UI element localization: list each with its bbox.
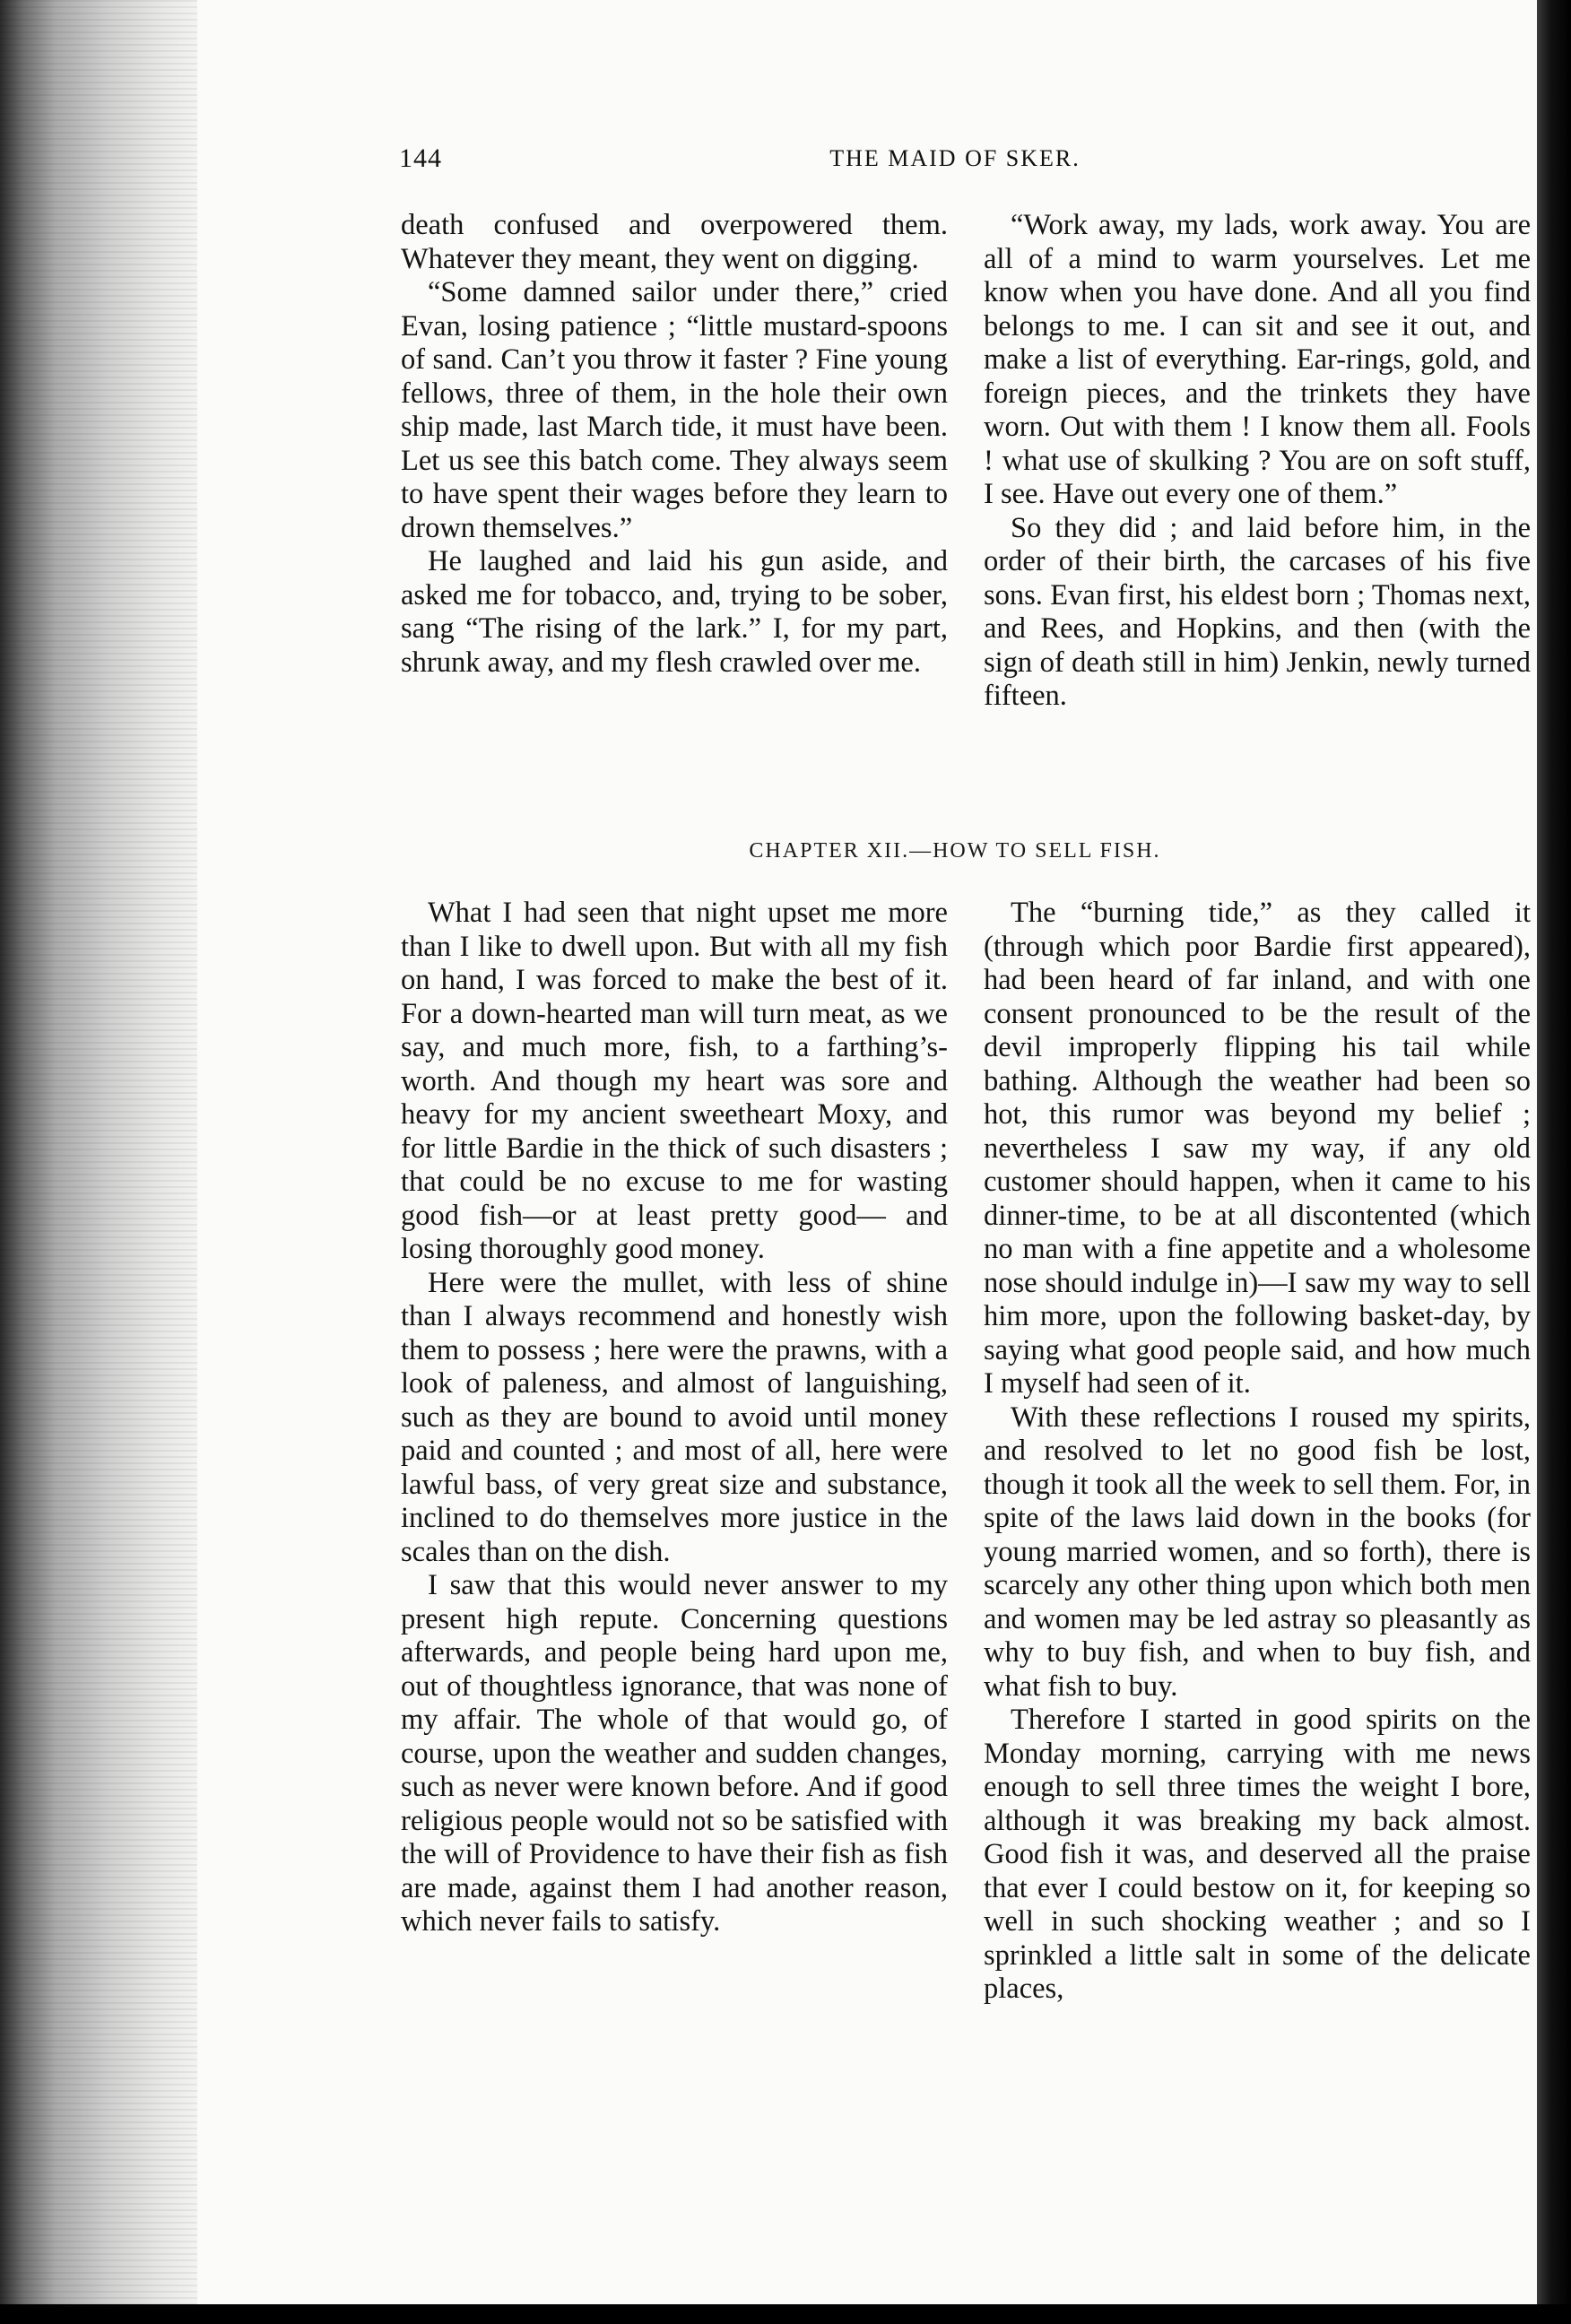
paragraph: death confused and overpowered them. Whatever they meant, they went on digging. xyxy=(401,209,948,275)
page-number: 144 xyxy=(399,143,442,173)
top-left-column xyxy=(401,209,948,680)
bottom-right-column xyxy=(984,897,1531,2007)
paragraph: He laughed and laid his gun aside, and asked me for tobacco, and, trying to be sober, sang “The rising of the lark.” I, for my part, shrunk away, and my flesh crawled over me. xyxy=(401,545,948,679)
running-title: THE MAID OF SKER. xyxy=(829,145,1081,171)
paragraph: So they did ; and laid before him, in the order of their birth, the carcases of his five sons. Evan first, his eldest born ; Thomas next, and Rees, and Hopkins, and then (with the sign of death still in him) Jenkin, newly turned fifteen. xyxy=(984,511,1531,712)
paragraph: “Some damned sailor under there,” cried Evan, losing patience ; “little mustard-spoons of sand. Can’t you throw it faster ? Fine young fellows, three of them, in the hole their own ship made, last March tide, it must have been. Let us see this batch come. They always seem to have spent their wages before they learn to drown themselves.” xyxy=(401,276,948,544)
paragraph: What I had seen that night upset me more than I like to dwell upon. But with all my fish on hand, I was forced to make the best of it. For a down-hearted man will turn meat, as we say, and much more, fish, to a farthing’s-worth. And though my heart was sore and heavy for my ancient sweetheart Moxy, and for little Bardie in the thick of such disasters ; that could be no excuse to me for wasting good fish—or at least pretty good— and losing thoroughly good money. xyxy=(401,897,948,1265)
chapter-heading: CHAPTER XII.—HOW TO SELL FISH. xyxy=(749,839,1161,863)
bottom-page-edge xyxy=(0,2304,1571,2324)
paragraph: Therefore I started in good spirits on the Monday morning, carrying with me news enough to sell three times the weight I bore, although it was breaking my back almost. Good fish it was, and deserved all the praise that ever I could bestow on it, for keeping so well in such shocking weather ; and so I sprinkled a little salt in some of the delicate places, xyxy=(984,1704,1531,2005)
paragraph: I saw that this would never answer to my present high repute. Concerning questions afterwards, and people being hard upon me, out of thoughtless ignorance, that was none of my affair. The whole of that would go, of course, upon the weather and sudden changes, such as never were known before. And if good religious people would not so be satisfied with the will of Providence to have their fish as fish are made, against them I had another reason, which never fails to satisfy. xyxy=(401,1569,948,1938)
paragraph: Here were the mullet, with less of shine than I always recommend and honestly wish them to possess ; here were the prawns, with a look of paleness, and almost of languishing, such as they are bound to avoid until money paid and counted ; and most of all, here were lawful bass, of very great size and substance, inclined to do themselves more justice in the scales than on the dish. xyxy=(401,1266,948,1568)
running-head xyxy=(399,143,1511,179)
top-right-column xyxy=(984,209,1531,714)
paragraph: “Work away, my lads, work away. You are all of a mind to warm yourselves. Let me know when you have done. And all you find belongs to me. I can sit and see it out, and make a list of everything. Ear-rings, gold, and foreign pieces, and the trinkets they have worn. Out with them ! I know them all. Fools ! what use of skulking ? You are on soft stuff, I see. Have out every one of them.” xyxy=(984,209,1531,510)
bottom-left-column xyxy=(401,897,948,1939)
book-spine-shadow xyxy=(0,0,197,2324)
paragraph: The “burning tide,” as they called it (through which poor Bardie first appeared), had been heard of far inland, and with one consent pronounced to be the result of the devil improperly flipping his tail while bathing. Although the weather had been so hot, this rumor was beyond my belief ; nevertheless I saw my way, if any old customer should happen, when it came to his dinner-time, to be at all discontented (which no man with a fine appetite and a wholesome nose should indulge in)—I saw my way to sell him more, upon the following basket-day, by saying what good people said, and how much I myself had seen of it. xyxy=(984,897,1531,1400)
paragraph: With these reflections I roused my spirits, and resolved to let no good fish be lost, though it took all the week to sell them. For, in spite of the laws laid down in the books (for young married women, and so forth), there is scarcely any other thing upon which both men and women may be led astray so pleasantly as why to buy fish, and when to buy fish, and what fish to buy. xyxy=(984,1400,1531,1703)
right-page-edge xyxy=(1537,0,1571,2324)
